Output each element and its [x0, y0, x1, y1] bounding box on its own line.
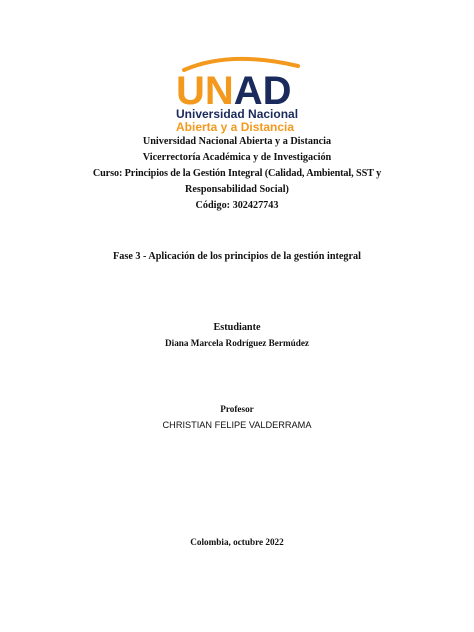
logo-line-1: Universidad Nacional: [176, 107, 299, 121]
document-title: Fase 3 - Aplicación de los principios de la gestión integral: [113, 251, 361, 262]
vicerrectoria: Vicerrectoría Académica y de Investigación: [142, 152, 332, 163]
student-label: Estudiante: [213, 322, 261, 333]
unad-logo: [170, 52, 306, 134]
student-name: Diana Marcela Rodríguez Bermúdez: [165, 338, 309, 348]
university-name: Universidad Nacional Abierta y a Distancia: [142, 136, 332, 147]
professor-label: Profesor: [220, 404, 254, 414]
course-code: Código: 302427743: [195, 200, 279, 211]
professor-name: CHRISTIAN FELIPE VALDERRAMA: [162, 420, 312, 430]
logo-line-2: Abierta y a Distancia: [176, 120, 295, 134]
course-line-1: Curso: Principios de la Gestión Integral (Calidad, Ambiental, SST y: [92, 168, 382, 179]
place-date: Colombia, octubre 2022: [190, 537, 284, 547]
course-line-2: Responsabilidad Social): [185, 184, 289, 195]
logo-wordmark-un: UN: [176, 69, 234, 113]
logo-wordmark-ad: AD: [233, 69, 292, 113]
